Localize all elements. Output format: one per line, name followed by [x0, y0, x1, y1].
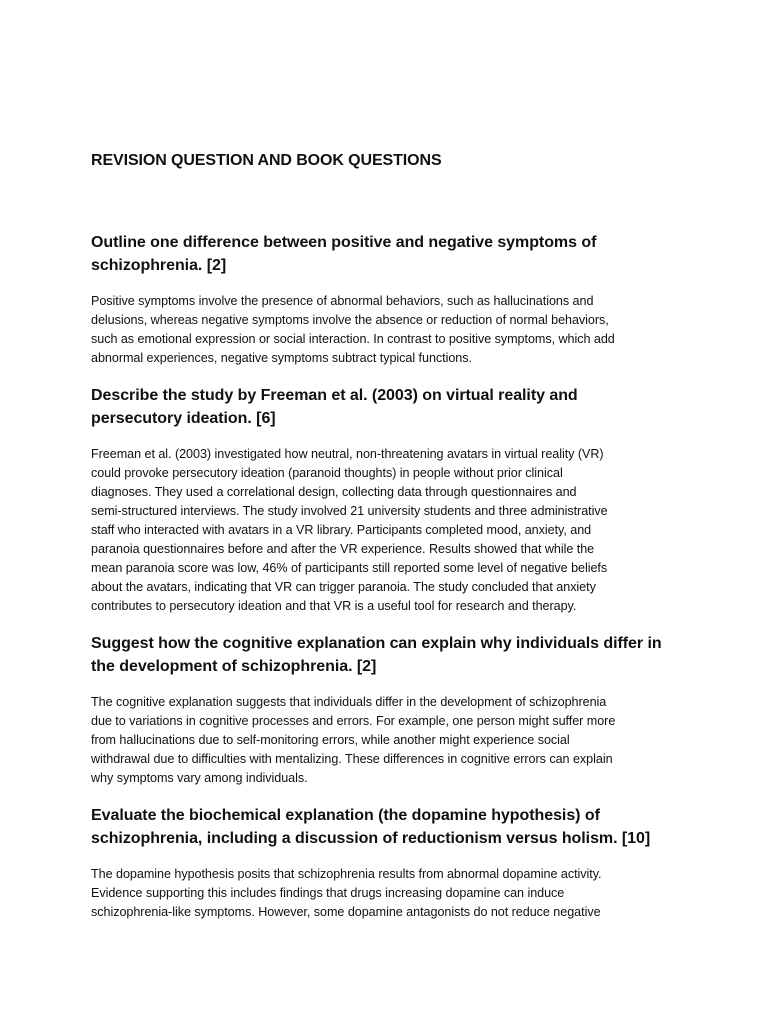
answer-line: Positive symptoms involve the presence of abnormal behaviors, such as hallucinations and	[91, 294, 594, 308]
question-section-2	[91, 384, 686, 616]
question-heading-2	[91, 384, 686, 430]
answer-line: diagnoses. They used a correlational design, collecting data through questionnaires and	[91, 485, 577, 499]
answer-line: schizophrenia-like symptoms. However, some dopamine antagonists do not reduce negative	[91, 905, 601, 919]
heading-line: schizophrenia, including a discussion of reductionism versus holism. [10]	[91, 830, 651, 847]
answer-line: Freeman et al. (2003) investigated how neutral, non-threatening avatars in virtual reality (VR)	[91, 447, 604, 461]
heading-line: Describe the study by Freeman et al. (2003) on virtual reality and	[91, 387, 578, 404]
answer-line: due to variations in cognitive processes and errors. For example, one person might suffer more	[91, 714, 616, 728]
answer-line: abnormal experiences, negative symptoms subtract typical functions.	[91, 351, 472, 365]
answer-line: why symptoms vary among individuals.	[91, 771, 308, 785]
answer-line: about the avatars, indicating that VR can trigger paranoia. The study concluded that anxiety	[91, 580, 596, 594]
question-heading-3	[91, 632, 686, 678]
answer-line: mean paranoia score was low, 46% of participants still reported some level of negative beliefs	[91, 561, 608, 575]
answer-line: withdrawal due to difficulties with mentalizing. These differences in cognitive errors can explain	[91, 752, 613, 766]
answer-line: delusions, whereas negative symptoms involve the absence or reduction of normal behaviors,	[91, 313, 609, 327]
heading-line: schizophrenia. [2]	[91, 257, 227, 274]
question-heading-4	[91, 804, 686, 850]
answer-paragraph-2	[91, 445, 686, 616]
heading-line: Evaluate the biochemical explanation (the dopamine hypothesis) of	[91, 807, 600, 824]
answer-line: staff who interacted with avatars in a VR library. Participants completed mood, anxiety, and	[91, 523, 592, 537]
page-title: REVISION QUESTION AND BOOK QUESTIONS	[91, 152, 442, 169]
answer-line: such as emotional expression or social interaction. In contrast to positive symptoms, which add	[91, 332, 615, 346]
answer-paragraph-3	[91, 693, 686, 788]
heading-line: persecutory ideation. [6]	[91, 410, 276, 427]
heading-line: the development of schizophrenia. [2]	[91, 658, 377, 675]
answer-line: contributes to persecutory ideation and that VR is a useful tool for research and therapy.	[91, 599, 577, 613]
answer-paragraph-4	[91, 865, 686, 922]
answer-line: from hallucinations due to self-monitoring errors, while another might experience social	[91, 733, 570, 747]
answer-line: The cognitive explanation suggests that individuals differ in the development of schizophrenia	[91, 695, 607, 709]
answer-line: Evidence supporting this includes findings that drugs increasing dopamine can induce	[91, 886, 565, 900]
heading-line: Suggest how the cognitive explanation can explain why individuals differ in	[91, 635, 662, 652]
answer-line: semi-structured interviews. The study involved 21 university students and three administrative	[91, 504, 608, 518]
answer-line: could provoke persecutory ideation (paranoid thoughts) in people without prior clinical	[91, 466, 563, 480]
answer-paragraph-1	[91, 292, 686, 368]
answer-line: paranoia questionnaires before and after the VR experience. Results showed that while the	[91, 542, 595, 556]
heading-line: Outline one difference between positive and negative symptoms of	[91, 234, 597, 251]
question-heading-1	[91, 231, 686, 277]
question-section-4	[91, 804, 686, 922]
answer-line: The dopamine hypothesis posits that schizophrenia results from abnormal dopamine activity.	[91, 867, 602, 881]
question-section-1	[91, 231, 686, 368]
question-section-3	[91, 632, 686, 788]
